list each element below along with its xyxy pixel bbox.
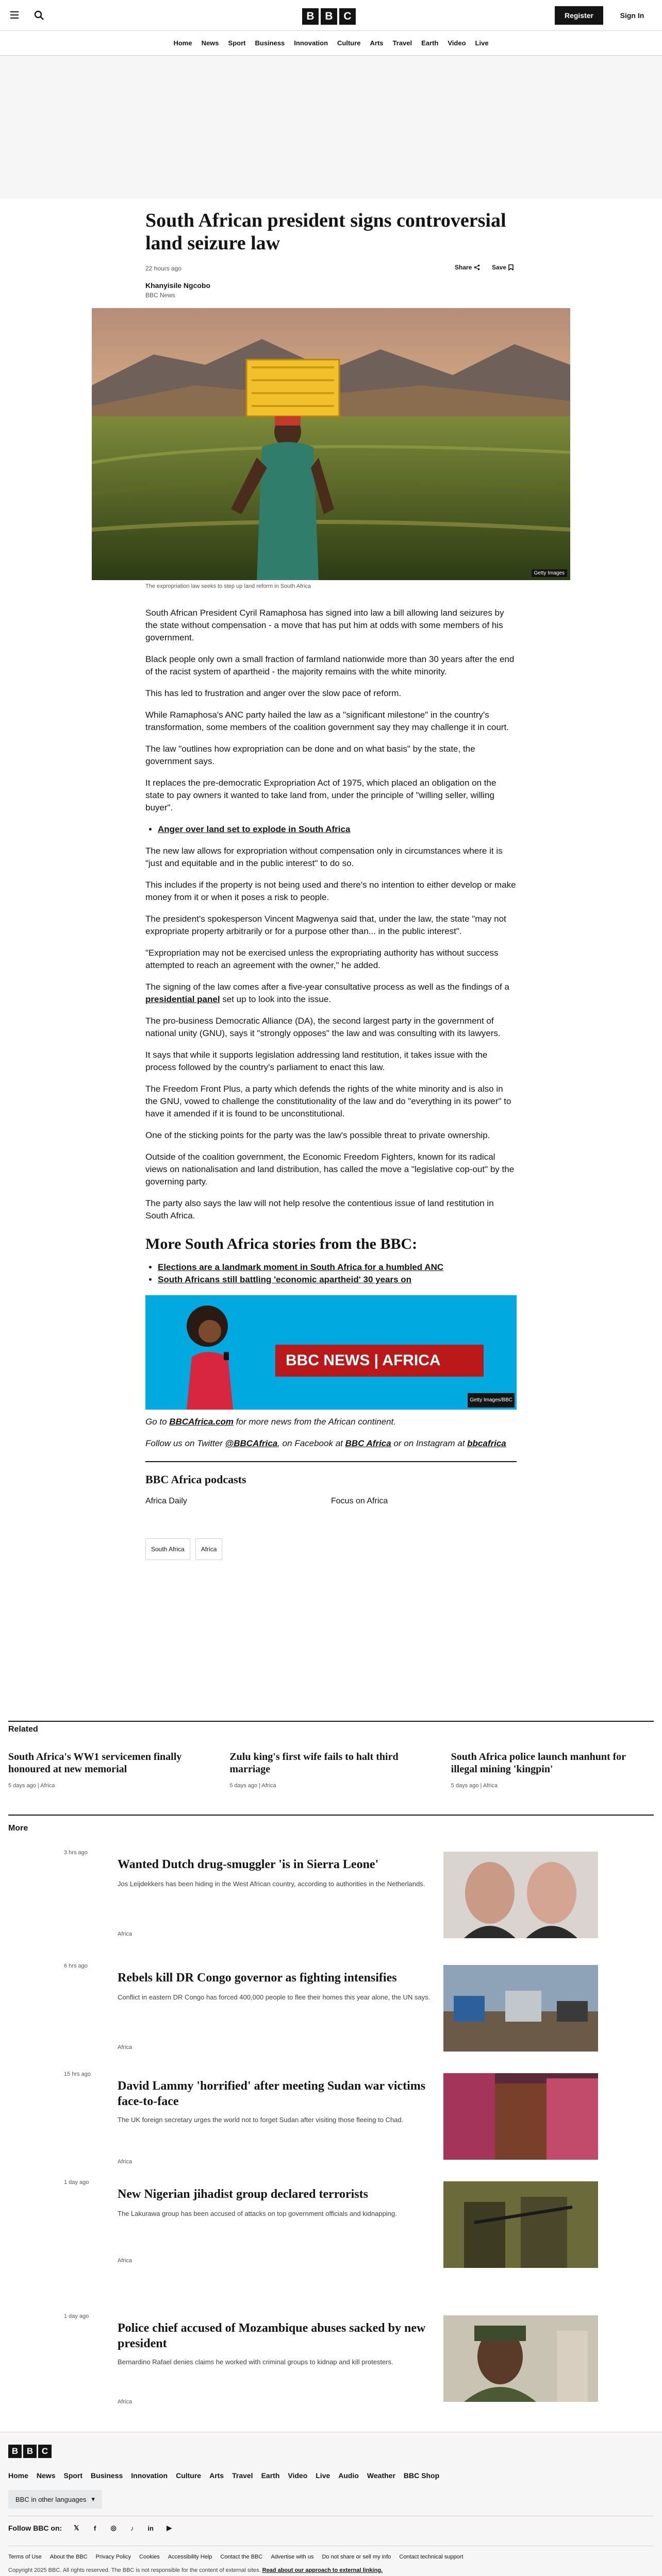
related-section: Africa bbox=[483, 1783, 498, 1789]
paragraph: The party also says the law will not help resolve the contentious issue of land restitution in South Africa. bbox=[145, 1198, 494, 1221]
footer-bbc-logo[interactable] bbox=[8, 2445, 52, 2458]
logo-letter: B bbox=[302, 8, 319, 25]
instagram-link[interactable]: bbcafrica bbox=[467, 1438, 506, 1448]
story-section: Africa bbox=[118, 2258, 133, 2264]
related-title: Zulu king's first wife fails to halt third marriage bbox=[229, 1751, 399, 1775]
register-button[interactable]: Register bbox=[555, 6, 603, 25]
bbc-logo[interactable] bbox=[302, 8, 356, 25]
logo-letter: B bbox=[8, 2445, 22, 2458]
vineyard-worker-illustration bbox=[92, 308, 570, 580]
bbc-news-africa-banner: BBC NEWS | AFRICA bbox=[275, 1345, 484, 1377]
follow-text: or on Instagram at bbox=[393, 1438, 465, 1448]
related-section: Africa bbox=[261, 1783, 276, 1789]
footer-link[interactable]: Contact technical support bbox=[399, 2554, 464, 2560]
footer-link[interactable]: About the BBC bbox=[49, 2554, 88, 2560]
footer-link[interactable]: Advertise with us bbox=[271, 2554, 314, 2560]
twitter-link[interactable]: @BBCAfrica bbox=[225, 1438, 278, 1448]
footer bbox=[0, 2432, 662, 2576]
author-name: Khanyisile Ngcobo bbox=[145, 281, 211, 290]
paragraph: It replaces the pre-democratic Expropriation Act of 1975, which placed an obligation on the state to pay owners it wanted to take land from, under the principle of "willing seller, willing buyer". bbox=[145, 778, 496, 812]
more-story[interactable] bbox=[64, 2313, 600, 2416]
story-title: New Nigerian jihadist group declared terrorists bbox=[118, 2188, 368, 2201]
woman-with-phone-illustration bbox=[166, 1295, 249, 1410]
related-meta: 5 days ago | Africa bbox=[229, 1783, 276, 1789]
paragraph: It says that while it supports legislation addressing land restitution, it takes issue with the process followed by the country's parliament to enact this law. bbox=[145, 1050, 488, 1072]
story-section: Africa bbox=[118, 2044, 133, 2050]
promo-credit: Getty Images/BBC bbox=[468, 1393, 515, 1408]
story-title: David Lammy 'horrified' after meeting Sudan war victims face-to-face bbox=[118, 2079, 426, 2108]
topic-tag[interactable]: South Africa bbox=[145, 1538, 190, 1560]
related-title: South Africa's WW1 servicemen finally honoured at new memorial bbox=[8, 1751, 182, 1775]
story-image-displaced-people bbox=[443, 1965, 598, 2052]
more-story[interactable] bbox=[64, 1850, 600, 1947]
story-description: The UK foreign secretary urges the world not to forget Sudan after visiting those fleeing to Chad. bbox=[118, 2116, 404, 2124]
share-button[interactable] bbox=[455, 264, 480, 271]
related-title: South Africa police launch manhunt for illegal mining 'kingpin' bbox=[451, 1751, 626, 1775]
related-link-list bbox=[158, 823, 517, 836]
footer-nav-item[interactable]: Arts bbox=[209, 2471, 224, 2480]
story-age: 1 day ago bbox=[64, 2313, 89, 2319]
podcast-item[interactable]: Focus on Africa bbox=[331, 1497, 388, 1505]
story-image-soldiers bbox=[443, 2181, 598, 2268]
footer-link[interactable]: Contact the BBC bbox=[220, 2554, 263, 2560]
nav-item-sport[interactable]: Sport bbox=[228, 39, 246, 47]
related-heading: Related bbox=[8, 1725, 38, 1734]
story-section: Africa bbox=[118, 1931, 133, 1937]
goto-note bbox=[145, 1416, 517, 1428]
footer-nav-item[interactable]: Innovation bbox=[131, 2471, 168, 2480]
paragraph: Black people only own a small fraction of farmland nationwide more than 30 years after the end of the racist system of apartheid - the majority remains with the white minority. bbox=[145, 654, 515, 676]
story-age: 1 day ago bbox=[64, 2179, 89, 2185]
article-meta bbox=[145, 264, 517, 277]
article-header bbox=[145, 209, 517, 299]
related-card[interactable] bbox=[451, 1751, 654, 1789]
paragraph: One of the sticking points for the party was the law's possible threat to private ownership. bbox=[145, 1130, 490, 1140]
main-nav bbox=[0, 31, 662, 56]
copyright-text: Copyright 2025 BBC. All rights reserved. The BBC is not responsible for the content of external sites. bbox=[8, 2567, 261, 2573]
paragraph: This has led to frustration and anger over the slow pace of reform. bbox=[145, 688, 402, 698]
footer-nav-item[interactable]: Live bbox=[316, 2471, 330, 2480]
more-story[interactable] bbox=[64, 2071, 600, 2174]
save-button[interactable] bbox=[492, 264, 514, 271]
search-icon[interactable] bbox=[34, 10, 44, 21]
more-stories-list bbox=[158, 1261, 517, 1286]
facebook-icon[interactable]: f bbox=[94, 2524, 96, 2532]
facebook-link[interactable]: BBC Africa bbox=[345, 1438, 391, 1448]
nav-item-business[interactable]: Business bbox=[255, 39, 285, 47]
footer-nav-item[interactable]: Sport bbox=[63, 2471, 83, 2480]
footer-nav-item[interactable]: Earth bbox=[261, 2471, 280, 2480]
story-image-two-men bbox=[443, 1852, 598, 1938]
nav-item-arts[interactable]: Arts bbox=[370, 39, 384, 47]
paragraph-text: The signing of the law comes after a five-year consultative process as well as the findings of a bbox=[145, 982, 509, 992]
story-image-police-chief bbox=[443, 2315, 598, 2402]
footer-nav-item[interactable]: Audio bbox=[338, 2471, 359, 2480]
topic-tags bbox=[145, 1538, 517, 1560]
story-age: 6 hrs ago bbox=[64, 1963, 88, 1969]
paragraph: Outside of the coalition government, the Economic Freedom Fighters, known for its radical views on nationalisation and land distribution, has called the move a "legislative cop-out" by the governing party. bbox=[145, 1152, 515, 1187]
related-link[interactable]: Anger over land set to explode in South Africa bbox=[158, 824, 351, 834]
nav-item-video[interactable]: Video bbox=[448, 39, 466, 47]
presidential-panel-link[interactable]: presidential panel bbox=[145, 994, 220, 1004]
paragraph-text: set up to look into the issue. bbox=[222, 994, 332, 1004]
logo-letter: C bbox=[38, 2445, 52, 2458]
paragraph: While Ramaphosa's ANC party hailed the law as a "significant milestone" in the country's transformation, some members of the coalition government say they may challenge it in court. bbox=[145, 710, 509, 732]
story-section: Africa bbox=[118, 2399, 133, 2405]
story-image-sudan-victims bbox=[443, 2073, 598, 2160]
story-age: 3 hrs ago bbox=[64, 1850, 88, 1856]
story-title: Police chief accused of Mozambique abuses sacked by new president bbox=[118, 2321, 426, 2350]
nav-item-travel[interactable]: Travel bbox=[392, 39, 412, 47]
other-languages-dropdown[interactable] bbox=[8, 2490, 102, 2509]
more-story[interactable] bbox=[64, 2179, 600, 2272]
nav-item-news[interactable]: News bbox=[201, 39, 219, 47]
footer-nav-item[interactable]: News bbox=[36, 2471, 56, 2480]
external-linking-link[interactable]: Read about our approach to external linking. bbox=[262, 2567, 383, 2573]
story-description: Conflict in eastern DR Congo has forced 400,000 people to flee their homes this year alone, the UN says. bbox=[118, 1993, 431, 2001]
other-languages-label: BBC in other languages bbox=[15, 2495, 87, 2503]
logo-letter: C bbox=[339, 8, 356, 25]
headline: South African president signs controversial land seizure law bbox=[145, 210, 506, 254]
logo-letter: B bbox=[321, 8, 337, 25]
footer-link[interactable]: Accessibility Help bbox=[168, 2554, 212, 2560]
story-description: Jos Leijdekkers has been hiding in the West African country, according to authorities in the Netherlands. bbox=[118, 1880, 425, 1888]
footer-link[interactable]: Cookies bbox=[139, 2554, 160, 2560]
footer-nav-item[interactable]: Business bbox=[91, 2471, 123, 2480]
more-story[interactable] bbox=[64, 1963, 600, 2061]
logo-letter: B bbox=[23, 2445, 37, 2458]
author-source: BBC News bbox=[145, 292, 176, 299]
bbc-africa-promo-image bbox=[145, 1295, 517, 1410]
footer-link[interactable]: Terms of Use bbox=[8, 2554, 42, 2560]
goto-text: Go to bbox=[145, 1417, 167, 1427]
more-stories-heading: More South Africa stories from the BBC: bbox=[145, 1235, 418, 1252]
bookmark-icon bbox=[508, 264, 514, 270]
paragraph: "Expropriation may not be exercised unless the expropriating authority has without success attempted to reach an agreement with the owner," he added. bbox=[145, 948, 499, 970]
story-description: The Lakurawa group has been accused of attacks on top government officials and kidnapping. bbox=[118, 2210, 397, 2217]
paragraph: The law "outlines how expropriation can be done and on what basis" by the state, the government says. bbox=[145, 744, 475, 766]
podcasts-list bbox=[145, 1495, 517, 1507]
story-title: Wanted Dutch drug-smuggler 'is in Sierra Leone' bbox=[118, 1858, 379, 1871]
more-heading: More bbox=[8, 1824, 28, 1833]
share-icon bbox=[474, 264, 480, 270]
footer-nav-item[interactable]: Culture bbox=[176, 2471, 202, 2480]
nav-item-culture[interactable]: Culture bbox=[337, 39, 361, 47]
footer-nav-item[interactable]: BBC Shop bbox=[403, 2471, 440, 2480]
article-body bbox=[145, 607, 517, 1560]
section-rule bbox=[8, 1721, 654, 1722]
story-age: 15 hrs ago bbox=[64, 2071, 91, 2077]
advert-space bbox=[0, 56, 662, 199]
follow-note bbox=[145, 1437, 517, 1450]
related-list bbox=[8, 1751, 654, 1789]
paragraph: The pro-business Democratic Alliance (DA), the second largest party in the government of national unity (GNU), says it "strongly opposes" the law and was consulting with its lawyers. bbox=[145, 1016, 501, 1038]
related-meta: 5 days ago | Africa bbox=[451, 1783, 498, 1789]
follow-text: , on Facebook at bbox=[277, 1438, 343, 1448]
hero-image bbox=[92, 308, 570, 580]
instagram-icon[interactable]: ◎ bbox=[110, 2524, 117, 2532]
nav-item-earth[interactable]: Earth bbox=[421, 39, 439, 47]
more-story-link[interactable]: Elections are a landmark moment in South Africa for a humbled ANC bbox=[158, 1262, 444, 1272]
footer-links bbox=[8, 2554, 464, 2560]
section-rule bbox=[8, 1815, 654, 1816]
related-card[interactable] bbox=[8, 1751, 211, 1789]
nav-item-innovation[interactable]: Innovation bbox=[294, 39, 328, 47]
menu-icon[interactable] bbox=[10, 11, 19, 19]
image-caption: The expropriation law seeks to step up land reform in South Africa bbox=[145, 583, 311, 589]
follow-text: Follow us on Twitter bbox=[145, 1438, 223, 1448]
footer-nav bbox=[8, 2471, 439, 2480]
story-title: Rebels kill DR Congo governor as fighting intensifies bbox=[118, 1971, 397, 1985]
tiktok-icon[interactable]: ♪ bbox=[130, 2524, 134, 2532]
paragraph: The Freedom Front Plus, a party which defends the rights of the white minority and is also in the GNU, vowed to challenge the constitutionality of the law and do "everything in its power" to have it amended if it is found to be unconstitutional. bbox=[145, 1084, 511, 1118]
footer-nav-item[interactable]: Video bbox=[288, 2471, 308, 2480]
top-bar bbox=[0, 0, 662, 31]
related-meta: 5 days ago | Africa bbox=[8, 1783, 55, 1789]
bbcafrica-com-link[interactable]: BBCAfrica.com bbox=[169, 1417, 234, 1427]
footer-nav-item[interactable]: Travel bbox=[232, 2471, 253, 2480]
topic-tag[interactable]: Africa bbox=[195, 1538, 223, 1560]
divider bbox=[145, 1461, 517, 1462]
podcasts-heading: BBC Africa podcasts bbox=[145, 1473, 246, 1486]
chevron-down-icon: ▾ bbox=[91, 2495, 95, 2503]
paragraph: South African President Cyril Ramaphosa has signed into law a bill allowing land seizures by the state without compensation - a move that has put him at odds with some members of his government. bbox=[145, 608, 504, 642]
image-credit: Getty Images bbox=[532, 569, 567, 577]
podcast-item[interactable]: Africa Daily bbox=[145, 1497, 187, 1505]
footer-link[interactable]: Do not share or sell my info bbox=[322, 2554, 391, 2560]
footer-link[interactable]: Privacy Policy bbox=[95, 2554, 131, 2560]
paragraph: The president's spokesperson Vincent Magwenya said that, under the law, the state "may not expropriate property arbitrarily or for a purpose other than... in the public interest". bbox=[145, 914, 506, 936]
paragraph: The new law allows for expropriation without compensation only in circumstances where it is "just and equitable and in the public interest" to do so. bbox=[145, 846, 503, 868]
save-label: Save bbox=[492, 264, 507, 271]
nav-item-live[interactable]: Live bbox=[475, 39, 489, 47]
footer-nav-item[interactable]: Home bbox=[8, 2471, 28, 2480]
timestamp: 22 hours ago bbox=[145, 265, 182, 272]
story-section: Africa bbox=[118, 2159, 133, 2165]
related-age: 5 days ago bbox=[8, 1783, 36, 1789]
related-age: 5 days ago bbox=[451, 1783, 479, 1789]
related-card[interactable] bbox=[229, 1751, 432, 1789]
paragraph: This includes if the property is not being used and there's no intention to either develop or make money from it or when it poses a risk to people. bbox=[145, 880, 516, 902]
follow-bbc-row bbox=[8, 2524, 173, 2532]
linkedin-icon[interactable]: in bbox=[147, 2524, 154, 2532]
paragraph bbox=[145, 981, 517, 1006]
goto-text: for more news from the African continent. bbox=[236, 1417, 396, 1427]
nav-item-home[interactable]: Home bbox=[173, 39, 192, 47]
story-description: Bernardino Rafael denies claims he worked with criminal groups to kidnap and kill protesters. bbox=[118, 2358, 393, 2366]
more-story-link[interactable]: South Africans still battling 'economic apartheid' 30 years on bbox=[158, 1275, 412, 1284]
sign-in-button[interactable]: Sign In bbox=[620, 11, 644, 20]
footer-nav-item[interactable]: Weather bbox=[367, 2471, 395, 2480]
copyright bbox=[8, 2567, 383, 2573]
youtube-icon[interactable]: ▶ bbox=[167, 2524, 172, 2532]
share-label: Share bbox=[455, 264, 472, 271]
x-icon[interactable]: 𝕏 bbox=[73, 2524, 79, 2532]
related-section: Africa bbox=[40, 1783, 55, 1789]
follow-label: Follow BBC on: bbox=[8, 2524, 62, 2532]
related-age: 5 days ago bbox=[229, 1783, 258, 1789]
